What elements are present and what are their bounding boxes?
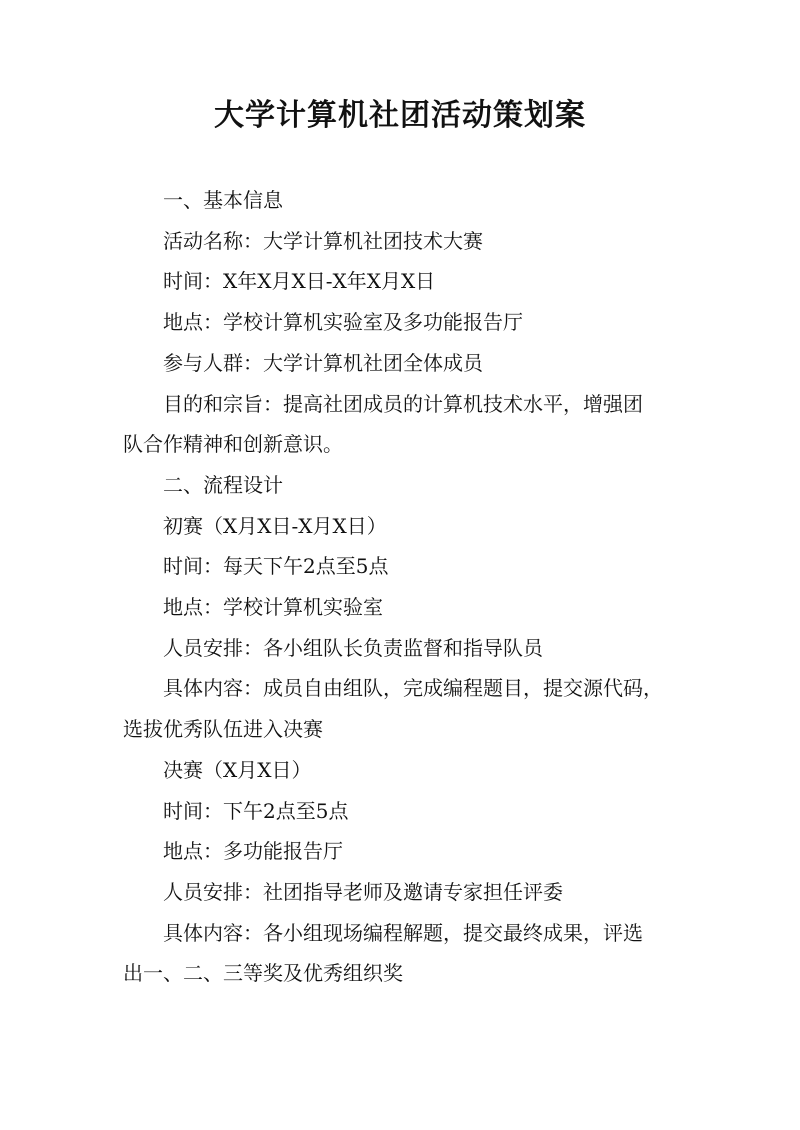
document-title: 大学计算机社团活动策划案 (214, 98, 586, 133)
paragraph-line: 时间：下午2点至5点 (163, 798, 349, 823)
paragraph-line: 地点：学校计算机实验室 (163, 595, 383, 620)
paragraph-line-continued: 出一、二、三等奖及优秀组织奖 (123, 961, 403, 986)
document-body (123, 180, 683, 994)
paragraph-line: 地点：多功能报告厅 (163, 839, 343, 864)
paragraph-line: 目的和宗旨：提高社团成员的计算机技术水平，增强团 (163, 391, 643, 416)
paragraph-line: 具体内容：成员自由组队，完成编程题目，提交源代码， (163, 676, 663, 701)
paragraph-line: 具体内容：各小组现场编程解题，提交最终成果，评选 (163, 920, 643, 945)
paragraph-line: 时间：每天下午2点至5点 (163, 554, 389, 579)
paragraph-line: 地点：学校计算机实验室及多功能报告厅 (163, 310, 523, 335)
section-heading-basic-info: 一、基本信息 (163, 188, 283, 212)
paragraph-line-continued: 选拔优秀队伍进入决赛 (123, 717, 323, 742)
paragraph-line-continued: 队合作精神和创新意识。 (123, 432, 343, 457)
subsection-heading-preliminary: 初赛（X月X日-X月X日） (163, 513, 387, 538)
paragraph-line: 参与人群：大学计算机社团全体成员 (163, 350, 483, 375)
section-heading-process-design: 二、流程设计 (163, 472, 283, 497)
paragraph-line: 活动名称：大学计算机社团技术大赛 (163, 228, 483, 253)
subsection-heading-final: 决赛（X月X日） (163, 757, 312, 782)
paragraph-line: 人员安排：社团指导老师及邀请专家担任评委 (163, 879, 563, 904)
paragraph-line: 人员安排：各小组队长负责监督和指导队员 (163, 635, 543, 660)
paragraph-line: 时间：X年X月X日-X年X月X日 (163, 269, 436, 294)
